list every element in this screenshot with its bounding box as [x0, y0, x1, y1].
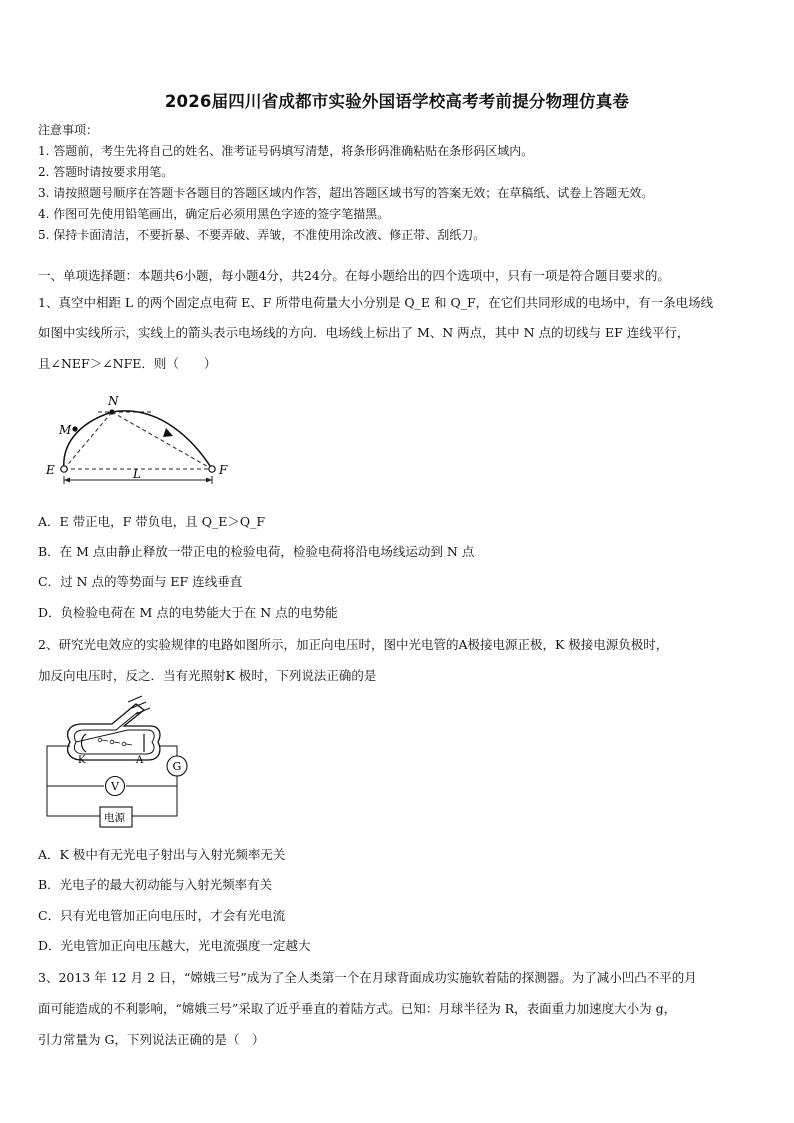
question-3-stem: 3、2013 年 12 月 2 日，“嫦娥三号”成为了全人类第一个在月球背面成功实施软着陆的探测器。为了减小凹凸不平的月	[38, 970, 697, 985]
notice-item: 5. 保持卡面清洁，不要折暴、不要弄破、弄皱，不准使用涂改液、修正带、刮纸刀。	[38, 228, 486, 242]
notice-item: 3. 请按照题号顺序在答题卡各题目的答题区域内作答，超出答题区域书写的答案无效；在草稿纸、试卷上答题无效。	[38, 186, 654, 200]
label-n: N	[108, 394, 119, 408]
notice-item: 4. 作图可先使用铅笔画出，确定后必须用黑色字迹的签字笔描黑。	[38, 207, 390, 221]
question-2-stem: 2、研究光电效应的实验规律的电路如图所示，加正向电压时，图中光电管的A极接电源正极，K 极接电源负极时，	[38, 637, 669, 652]
question-2-stem: 加反向电压时，反之．当有光照射K 极时，下列说法正确的是	[38, 668, 377, 683]
label-m: M	[59, 423, 72, 437]
question-1-option-b: B．在 M 点由静止释放一带正电的检验电荷，检验电荷将沿电场线运动到 N 点	[38, 544, 475, 559]
question-3-stem: 面可能造成的不利影响，“嫦娥三号”采取了近乎垂直的着陆方式。已知：月球半径为 R，表面重力加速度大小为 g，	[38, 1001, 677, 1016]
question-1-stem: 且∠NEF＞∠NFE．则（ ）	[38, 356, 217, 371]
label-power-source: 电源	[104, 812, 125, 824]
label-e: E	[46, 463, 55, 477]
label-voltmeter: V	[111, 780, 119, 793]
label-a: A	[136, 755, 144, 766]
question-1-stem: 1、真空中相距 L 的两个固定点电荷 E、F 所带电荷量大小分别是 Q_E 和 Q_F，在它们共同形成的电场中，有一条电场线	[38, 295, 714, 310]
notice-item: 2. 答题时请按要求用笔。	[38, 165, 174, 179]
question-2-option-b: B．光电子的最大初动能与入射光频率有关	[38, 877, 273, 892]
question-1-stem: 如图中实线所示，实线上的箭头表示电场线的方向．电场线上标出了 M、N 两点，其中 N 点的切线与 EF 连线平行，	[38, 325, 690, 340]
question-2-option-d: D．光电管加正向电压越大，光电流强度一定越大	[38, 938, 311, 953]
notice-heading: 注意事项：	[38, 123, 99, 137]
question-2-option-a: A．K 极中有无光电子射出与入射光频率无关	[38, 847, 286, 862]
page-title: 2026届四川省成都市实验外国语学校高考考前提分物理仿真卷	[164, 92, 630, 111]
label-f: F	[219, 463, 228, 477]
label-l: L	[133, 467, 141, 481]
question-2-option-c: C．只有光电管加正向电压时，才会有光电流	[38, 908, 286, 923]
label-galvanometer: G	[172, 760, 182, 773]
section-heading: 一、单项选择题：本题共6小题，每小题4分，共24分。在每小题给出的四个选项中，只有一项是符合题目要求的。	[38, 268, 670, 283]
question-3-stem: 引力常量为 G，下列说法正确的是（ ）	[38, 1032, 265, 1047]
question-1-option-d: D．负检验电荷在 M 点的电势能大于在 N 点的电势能	[38, 605, 338, 620]
notice-item: 1. 答题前，考生先将自己的姓名、准考证号码填写清楚，将条形码准确粘贴在条形码区域内。	[38, 144, 534, 158]
electric-field-diagram	[40, 392, 240, 492]
photoelectric-circuit-diagram	[40, 694, 200, 834]
question-1-option-c: C．过 N 点的等势面与 EF 连线垂直	[38, 574, 243, 589]
question-1-option-a: A．E 带正电，F 带负电，且 Q_E＞Q_F	[38, 514, 266, 529]
label-k: K	[78, 755, 86, 766]
